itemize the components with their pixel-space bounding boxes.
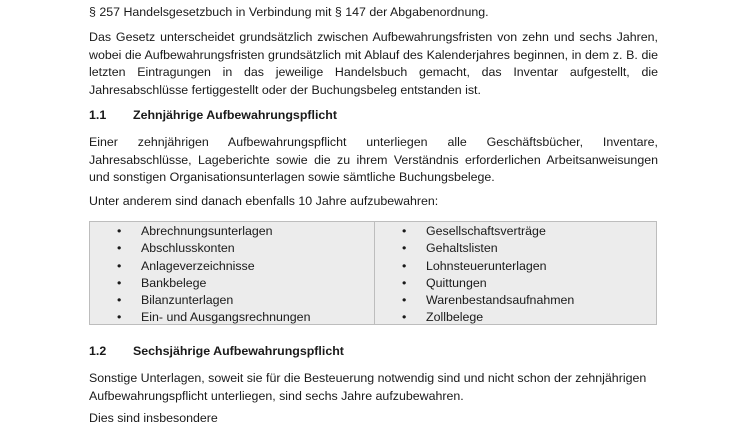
paragraph-ten-year-list-intro: Unter anderem sind danach ebenfalls 10 Jahre aufzubewahren:	[89, 194, 439, 208]
heading-section-1-2	[89, 343, 344, 360]
table-column-left	[117, 223, 310, 327]
heading-number: 1.2	[89, 344, 107, 358]
heading-title: Zehnjährige Aufbewahrungspflicht	[133, 108, 337, 122]
list-item: • Abrechnungsunterlagen	[117, 223, 310, 240]
list-item: • Gesellschaftsverträge	[402, 223, 574, 240]
list-item: • Abschlusskonten	[117, 240, 310, 257]
paragraph-ten-year-duty: Einer zehnjährigen Aufbewahrungspflicht unterliegen alle Geschäftsbücher, Inventare, Jahresabschlüsse, Lageberichte sowie die zu ihrem Verständnis erforderlichen Arbeitsanweisungen und sonstigen Organisationsunterlagen sowie sämtliche Buchungsbelege.	[89, 135, 658, 184]
list-item: • Ein- und Ausgangsrechnungen	[117, 309, 310, 326]
list-item: • Bilanzunterlagen	[117, 292, 310, 309]
list-item: • Gehaltslisten	[402, 240, 574, 257]
heading-title: Sechsjährige Aufbewahrungspflicht	[133, 344, 344, 358]
paragraph-intro-tail: § 257 Handelsgesetzbuch in Verbindung mit § 147 der Abgabenordnung.	[89, 5, 489, 19]
list-item: • Warenbestandsaufnahmen	[402, 292, 574, 309]
paragraph-six-year-duty: Sonstige Unterlagen, soweit sie für die Besteuerung notwendig sind und nicht schon der zehnjährigen Aufbewahrungspflicht unterliegen, sind sechs Jahre aufzubewahren.	[89, 371, 647, 403]
heading-section-1-1	[89, 107, 337, 124]
column-divider	[374, 222, 375, 324]
ten-year-documents-table	[89, 221, 657, 325]
paragraph-six-year-list-intro: Dies sind insbesondere	[89, 411, 218, 425]
list-item: • Bankbelege	[117, 275, 310, 292]
paragraph-retention-periods: Das Gesetz unterscheidet grundsätzlich zwischen Aufbewahrungsfristen von zehn und sechs Jahren, wobei die Aufbewahrungsfristen grundsätzlich mit Ablauf des Kalenderjahres beginnen, in dem z. B. die letzten Eintragungen in das jeweilige Handelsbuch gemacht, das Inventar aufgestellt, die Jahresabschlüsse fertiggestellt oder der Buchungsbeleg entstanden ist.	[89, 30, 658, 97]
table-column-right	[402, 223, 574, 327]
list-item: • Anlageverzeichnisse	[117, 258, 310, 275]
list-item: • Lohnsteuerunterlagen	[402, 258, 574, 275]
list-item: • Quittungen	[402, 275, 574, 292]
list-item: • Zollbelege	[402, 309, 574, 326]
heading-number: 1.1	[89, 108, 107, 122]
